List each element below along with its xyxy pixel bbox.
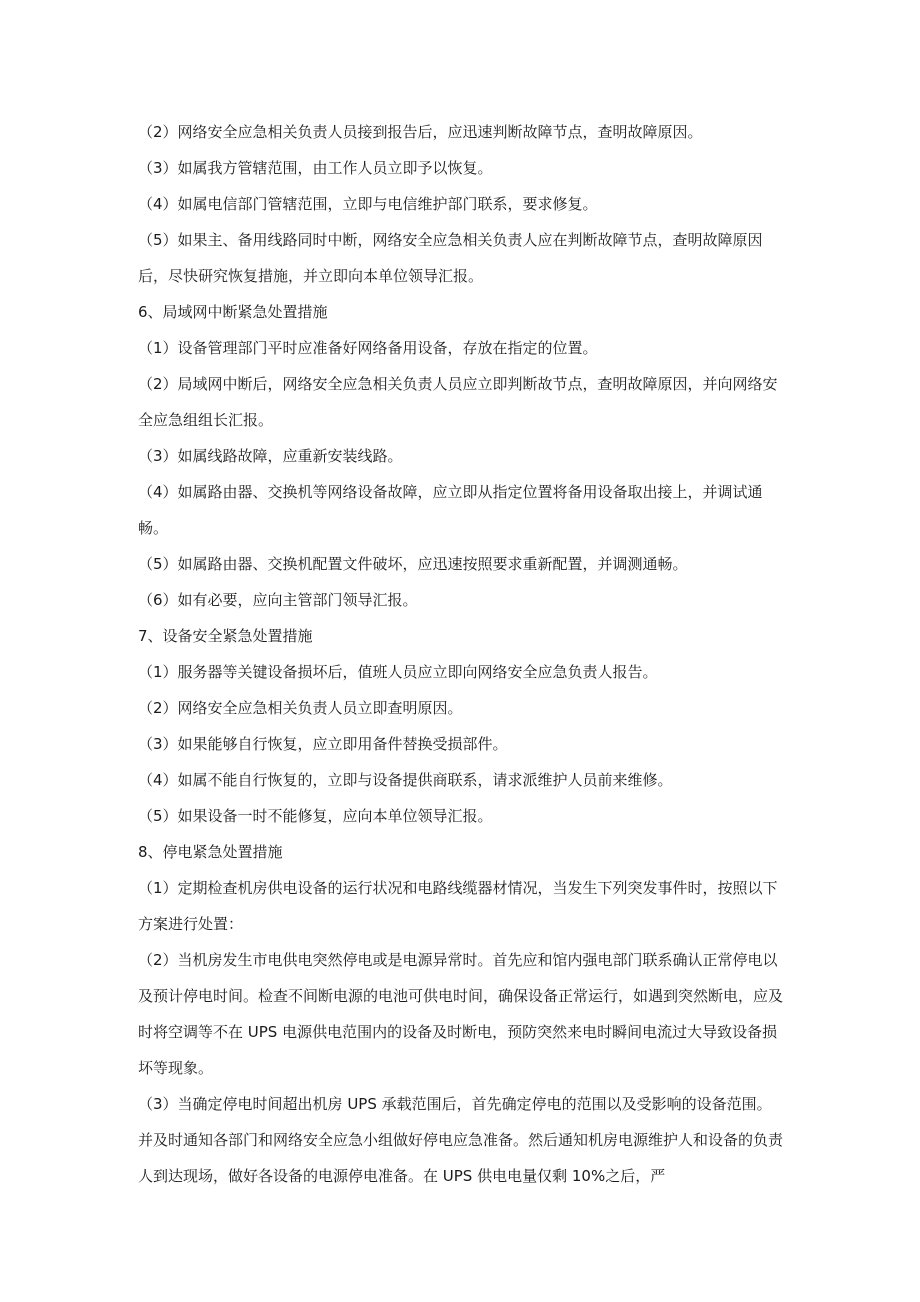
paragraph-6-1: （1）设备管理部门平时应准备好网络备用设备，存放在指定的位置。 <box>138 339 598 357</box>
paragraph-5-2: （2）网络安全应急相关负责人员接到报告后，应迅速判断故障节点，查明故障原因。 <box>138 123 703 141</box>
paragraph-7-5: （5）如果设备一时不能修复，应向本单位领导汇报。 <box>138 807 493 825</box>
paragraph-7-3: （3）如果能够自行恢复，应立即用备件替换受损部件。 <box>138 735 508 753</box>
section-heading-8: 8、停电紧急处置措施 <box>138 843 283 861</box>
paragraph-6-2: （2）局域网中断后，网络安全应急相关负责人员应立即判断故节点，查明故障原因，并向网络安全应急组组长汇报。 <box>138 375 778 429</box>
paragraph-7-2: （2）网络安全应急相关负责人员立即查明原因。 <box>138 699 463 717</box>
paragraph-5-5: （5）如果主、备用线路同时中断，网络安全应急相关负责人应在判断故障节点，查明故障原因后，尽快研究恢复措施，并立即向本单位领导汇报。 <box>138 231 763 285</box>
paragraph-6-6: （6）如有必要，应向主管部门领导汇报。 <box>138 591 418 609</box>
paragraph-6-5: （5）如属路由器、交换机配置文件破坏，应迅速按照要求重新配置，并调测通畅。 <box>138 555 688 573</box>
paragraph-6-4: （4）如属路由器、交换机等网络设备故障，应立即从指定位置将备用设备取出接上，并调试通畅。 <box>138 483 763 537</box>
paragraph-8-3: （3）当确定停电时间超出机房 UPS 承载范围后，首先确定停电的范围以及受影响的设备范围。并及时通知各部门和网络安全应急小组做好停电应急准备。然后通知机房电源维护人和设备的负责人到达现场，做好各设备的电源停电准备。在 UPS 供电电量仅剩 10%之后，严 <box>138 1095 784 1185</box>
paragraph-7-4: （4）如属不能自行恢复的，立即与设备提供商联系，请求派维护人员前来维修。 <box>138 771 673 789</box>
paragraph-8-1: （1）定期检查机房供电设备的运行状况和电路线缆器材情况，当发生下列突发事件时，按照以下方案进行处置： <box>138 879 778 933</box>
paragraph-5-3: （3）如属我方管辖范围，由工作人员立即予以恢复。 <box>138 159 493 177</box>
paragraph-8-2: （2）当机房发生市电供电突然停电或是电源异常时。首先应和馆内强电部门联系确认正常停电以及预计停电时间。检查不间断电源的电池可供电时间，确保设备正常运行，如遇到突然断电，应及时将空调等不在 UPS 电源供电范围内的设备及时断电，预防突然来电时瞬间电流过大导致设备损坏等现象。 <box>138 951 784 1077</box>
paragraph-7-1: （1）服务器等关键设备损坏后，值班人员应立即向网络安全应急负责人报告。 <box>138 663 658 681</box>
section-heading-6: 6、局域网中断紧急处置措施 <box>138 303 328 321</box>
paragraph-5-4: （4）如属电信部门管辖范围，立即与电信维护部门联系，要求修复。 <box>138 195 598 213</box>
paragraph-6-3: （3）如属线路故障，应重新安装线路。 <box>138 447 403 465</box>
section-heading-7: 7、设备安全紧急处置措施 <box>138 627 313 645</box>
document-body <box>138 114 784 1194</box>
